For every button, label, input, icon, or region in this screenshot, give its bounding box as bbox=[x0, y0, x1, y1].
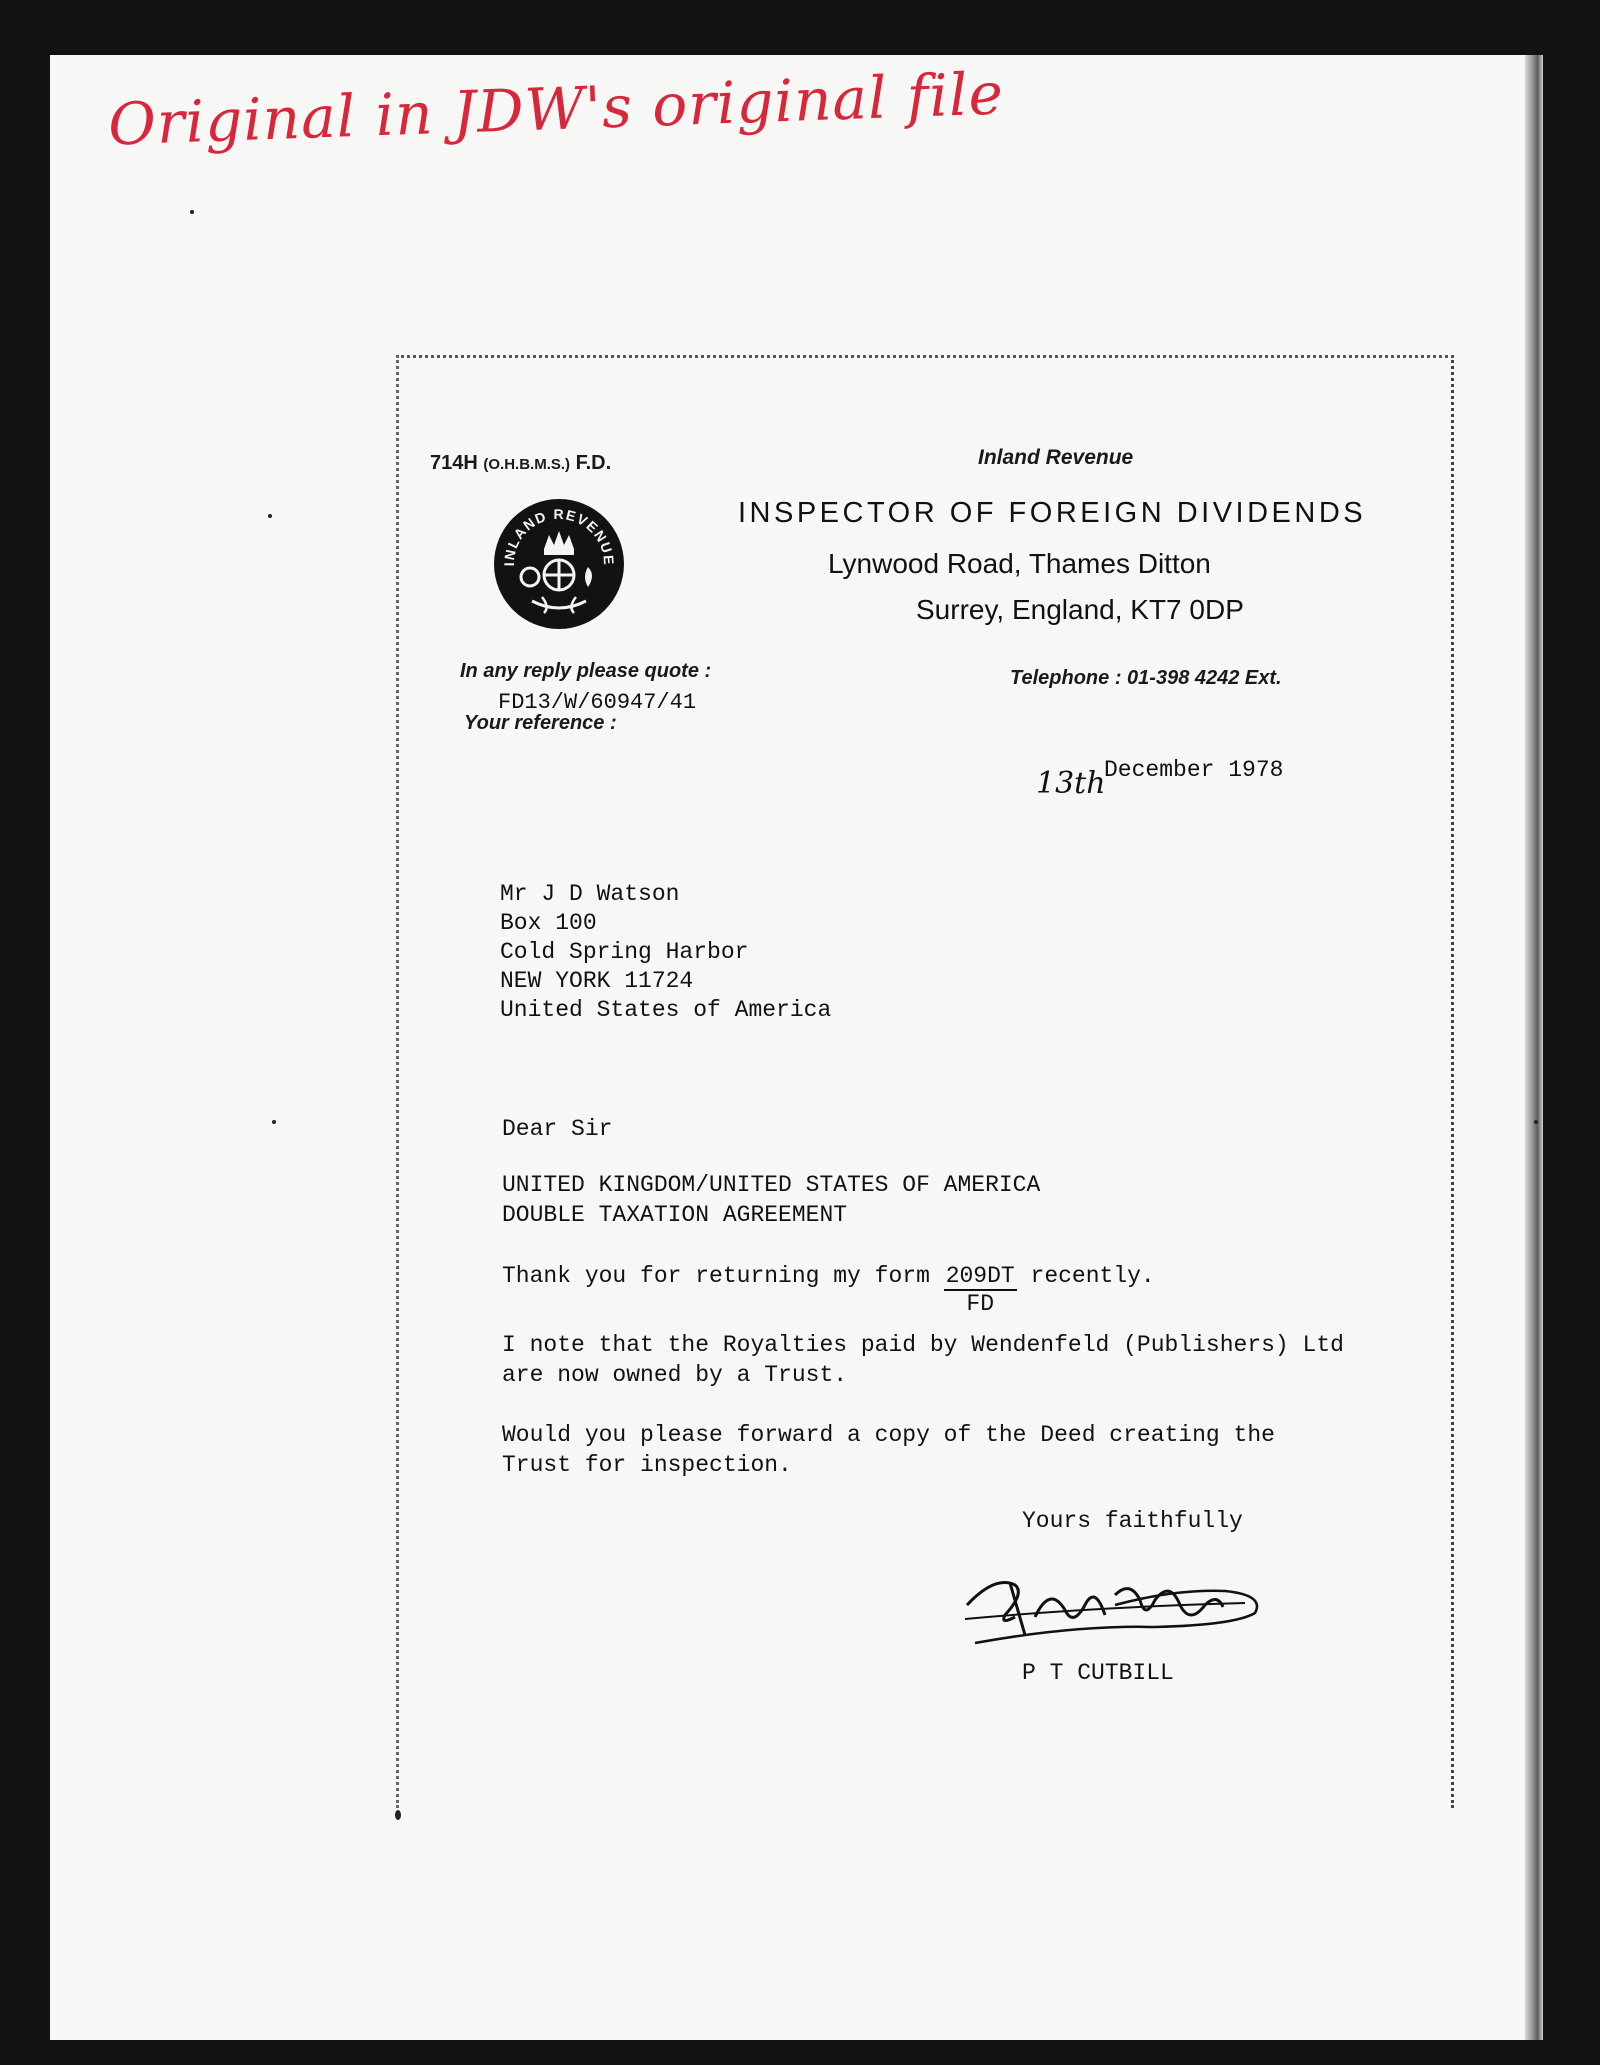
speck bbox=[272, 1120, 276, 1124]
form-number-main: 714H bbox=[430, 452, 478, 474]
form-denominator: FD bbox=[966, 1291, 994, 1317]
paragraph-line: are now owned by a Trust. bbox=[502, 1362, 848, 1388]
paragraph-royalties bbox=[502, 1330, 1344, 1390]
recipient-line: Box 100 bbox=[500, 910, 597, 936]
form-code: (O.H.B.M.S.) bbox=[483, 456, 571, 473]
reply-quote-label: In any reply please quote : bbox=[460, 660, 712, 682]
recipient-line: United States of America bbox=[500, 997, 832, 1023]
paragraph-request bbox=[502, 1420, 1275, 1480]
signatory-name: P T CUTBILL bbox=[1022, 1660, 1174, 1686]
form-numerator: 209DT bbox=[945, 1263, 1015, 1289]
office-address-line1: Lynwood Road, Thames Ditton bbox=[828, 548, 1211, 579]
recipient-line: NEW YORK 11724 bbox=[500, 968, 694, 994]
speck bbox=[1534, 1120, 1538, 1124]
subject-line: UNITED KINGDOM/UNITED STATES OF AMERICA bbox=[502, 1172, 1041, 1198]
seal-text: INLAND REVENUE bbox=[500, 505, 618, 567]
form-reference bbox=[944, 1263, 1017, 1317]
salutation: Dear Sir bbox=[502, 1116, 613, 1142]
date-day-handwritten: 13th bbox=[1036, 766, 1106, 801]
speck bbox=[395, 1810, 401, 1820]
office-address-line2: Surrey, England, KT7 0DP bbox=[916, 594, 1244, 625]
closing: Yours faithfully bbox=[1022, 1508, 1243, 1534]
recipient-line: Mr J D Watson bbox=[500, 881, 680, 907]
subject-heading bbox=[502, 1170, 1040, 1230]
paragraph-line: I note that the Royalties paid by Wendenfeld (Publishers) Ltd bbox=[502, 1332, 1344, 1358]
paragraph-thanks bbox=[502, 1263, 1155, 1317]
subject-line: DOUBLE TAXATION AGREEMENT bbox=[502, 1202, 848, 1228]
recipient-address bbox=[500, 880, 831, 1025]
reference-number: FD13/W/60947/41 bbox=[498, 690, 697, 715]
inland-revenue-seal-icon bbox=[492, 497, 626, 631]
telephone: Telephone : 01-398 4242 Ext. bbox=[1010, 667, 1282, 689]
department-name: Inland Revenue bbox=[978, 446, 1134, 469]
paragraph-text: recently. bbox=[1030, 1263, 1155, 1289]
paragraph-line: Trust for inspection. bbox=[502, 1452, 792, 1478]
paragraph-line: Would you please forward a copy of the Deed creating the bbox=[502, 1422, 1275, 1448]
signature-icon bbox=[955, 1555, 1275, 1655]
office-title: INSPECTOR OF FOREIGN DIVIDENDS bbox=[738, 497, 1367, 529]
paragraph-text: Thank you for returning my form bbox=[502, 1263, 930, 1289]
page-edge-shadow bbox=[1525, 55, 1543, 2040]
speck bbox=[268, 514, 272, 518]
speck bbox=[190, 210, 194, 214]
form-suffix: F.D. bbox=[575, 452, 612, 474]
handwritten-note: Original in JDW's original file bbox=[107, 59, 1005, 159]
your-reference-label: Your reference : bbox=[464, 712, 617, 734]
form-number bbox=[430, 452, 611, 475]
recipient-line: Cold Spring Harbor bbox=[500, 939, 749, 965]
letter-date: December 1978 bbox=[1104, 757, 1284, 783]
